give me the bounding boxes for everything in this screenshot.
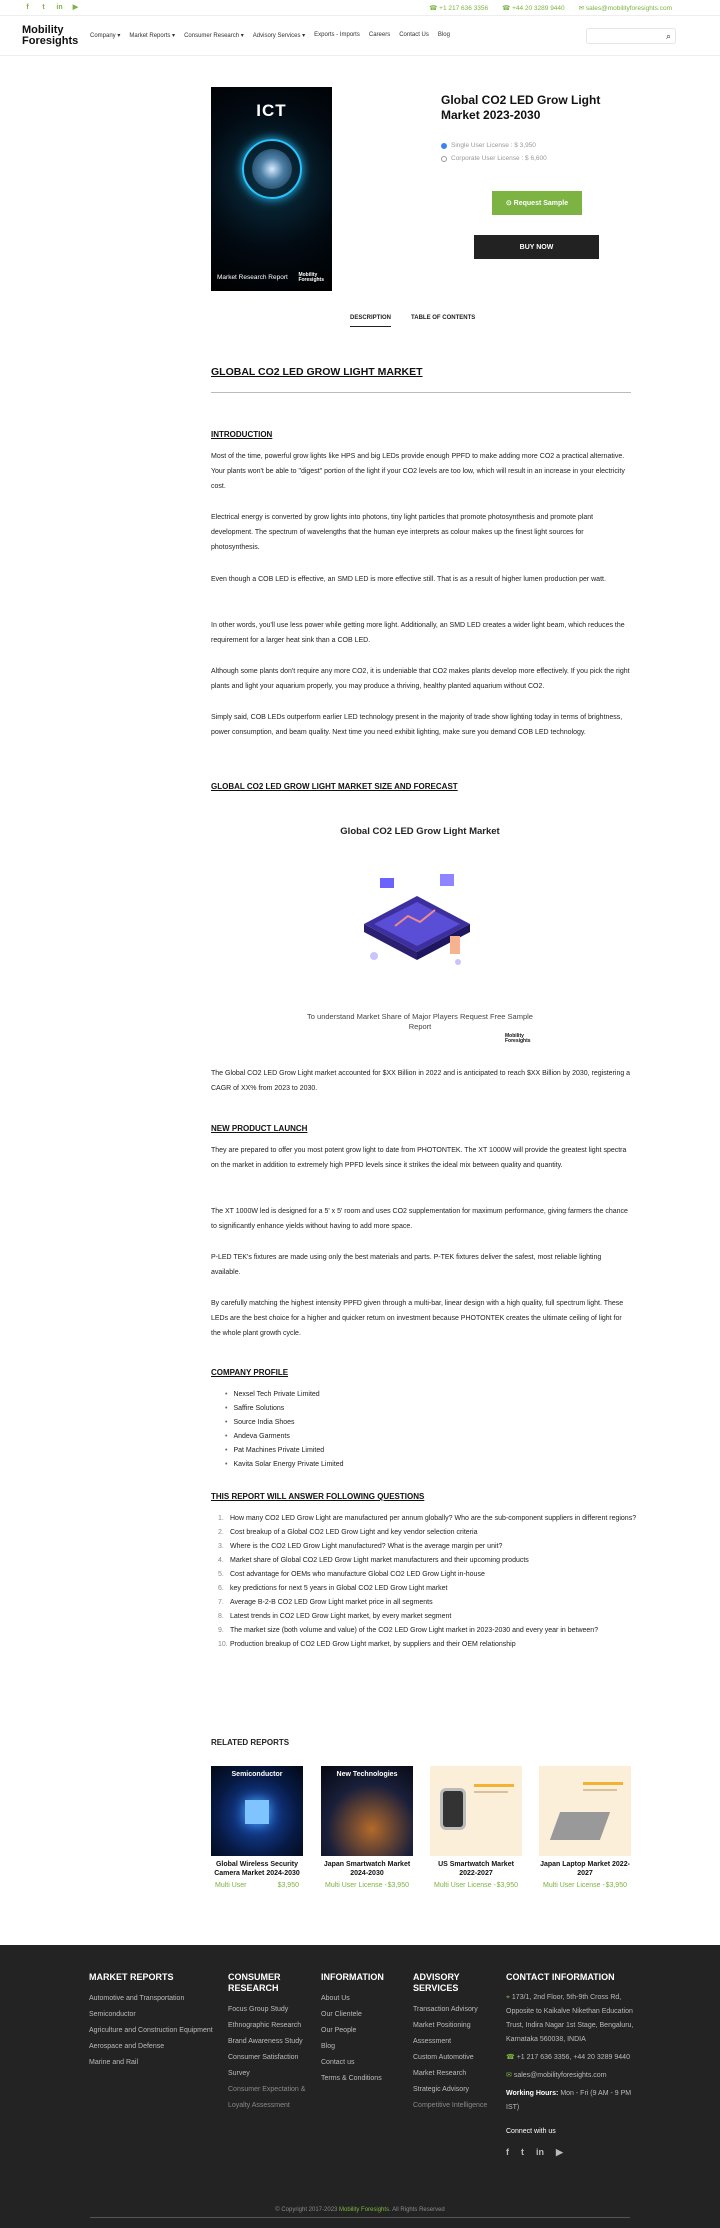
report-price-row (321, 1882, 413, 1889)
list-number: 9. (218, 1627, 224, 1634)
buy-now-button[interactable]: BUY NOW (474, 235, 599, 259)
market-infographic[interactable] (300, 826, 540, 1044)
twitter-icon[interactable]: t (521, 2147, 524, 2157)
list-item (218, 1568, 638, 1582)
top-contacts (429, 4, 672, 12)
footer-link[interactable]: Brand Awareness Study (228, 2038, 303, 2045)
report-thumbnail[interactable] (430, 1766, 522, 1856)
list-item (218, 1540, 638, 1554)
footer-heading: ADVISORY SERVICES (413, 1972, 460, 1993)
nav-label: Market Reports (129, 33, 171, 39)
image-logo-line1: Mobility (298, 272, 318, 278)
report-title[interactable]: Global Wireless Security Camera Market 2024-2030 (214, 1861, 300, 1877)
footer-email[interactable] (506, 2069, 636, 2083)
laptop-graphic (550, 1812, 610, 1840)
copyright-text: © Copyright 2017-2023 (275, 2207, 338, 2213)
footer-information (321, 1972, 401, 2087)
list-number: 4. (218, 1557, 224, 1564)
npl-paragraph: They are prepared to offer you most potent grow light to date from PHOTONTEK. The XT 1000W will provide the greatest light spectra on the market in addition to extremely high PPFD levels since it strikes the ideal mix between quality and quantity. (211, 1147, 627, 1169)
thumbnail-label: Semiconductor (231, 1771, 283, 1778)
list-item (218, 1638, 638, 1652)
footer-link[interactable]: Consumer Expectation & Loyalty Assessment (228, 2086, 306, 2109)
license-label: Single User License : $ 3,950 (451, 142, 536, 149)
footer-link[interactable]: Ethnographic Research (228, 2022, 302, 2029)
infographic-logo-line2: Foresights (505, 1038, 531, 1044)
footer-link[interactable]: Our People (321, 2027, 357, 2034)
infographic-logo (505, 1034, 531, 1044)
list-number: 2. (218, 1529, 224, 1536)
youtube-icon[interactable]: ▶ (556, 2147, 563, 2157)
email-text: sales@mobilityforesights.com (513, 2072, 607, 2079)
footer-link[interactable]: Agriculture and Construction Equipment (89, 2027, 213, 2034)
product-image (211, 87, 332, 291)
size-forecast-heading: GLOBAL CO2 LED GROW LIGHT MARKET SIZE AND FORECAST (211, 782, 458, 791)
report-title[interactable]: US Smartwatch Market 2022-2027 (438, 1861, 514, 1877)
site-footer (0, 1945, 720, 2228)
nav-item-blog[interactable]: Blog (437, 32, 450, 38)
question-text: Average B-2-B CO2 LED Grow Light market price in all segments (230, 1599, 433, 1606)
email-text: sales@mobilityforesights.com (585, 4, 672, 12)
license-option-single[interactable] (441, 142, 536, 149)
npl-paragraph: By carefully matching the highest intensity PPFD given through a multi-bar, linear design with a high quality, full spectrum light. These LEDs are the best choice for a higher and quicker return on investment because PHOTONTEK creates the ultimate ceiling of light for the whole plant growth cycle. (211, 1300, 624, 1337)
company-list (225, 1388, 344, 1472)
footer-heading: CONTACT INFORMATION (506, 1972, 615, 1982)
footer-heading: MARKET REPORTS (89, 1972, 174, 1982)
footer-link[interactable]: Automotive and Transportation (89, 1995, 185, 2002)
footer-link[interactable]: Contact us (321, 2059, 355, 2066)
footer-link[interactable]: Transaction Advisory (413, 2006, 478, 2013)
license-option-corporate[interactable] (441, 155, 547, 162)
tech-core-graphic (252, 149, 292, 189)
thumbnail-text-line (583, 1782, 623, 1785)
intro-paragraph: In other words, you'll use less power while getting more light. Additionally, an SMD LED creates a wider light beam, which reduces the requirement for a larger heat sink than a COB LED. (211, 622, 625, 644)
copyright-suffix: . All Rights Reserved (389, 2207, 445, 2213)
related-reports-heading: RELATED REPORTS (211, 1738, 290, 1747)
list-item: • Nexsel Tech Private Limited (225, 1388, 344, 1402)
list-item (218, 1554, 638, 1568)
question-text: Market share of Global CO2 LED Grow Light market manufacturers and their upcoming products (230, 1557, 529, 1564)
copyright-brand[interactable]: Mobility Foresights (339, 2207, 390, 2213)
related-report-card[interactable] (211, 1766, 303, 1889)
company-profile-heading: COMPANY PROFILE (211, 1368, 289, 1377)
footer-link[interactable]: Market Positioning Assessment (413, 2022, 471, 2045)
footer-heading: INFORMATION (321, 1972, 384, 1982)
related-report-card[interactable] (539, 1766, 631, 1889)
related-report-card[interactable] (430, 1766, 522, 1889)
isometric-platform-illustration (360, 866, 475, 976)
footer-link[interactable]: Semiconductor (89, 2011, 136, 2018)
report-price: $3,950 (277, 1882, 299, 1889)
npl-paragraph: P-LED TEK's fixtures are made using only the best materials and parts. P-TEK fixtures deliver the safest, most reliable lighting available. (211, 1254, 602, 1276)
nav-label: Consumer Research (184, 33, 240, 39)
list-item (218, 1512, 638, 1526)
report-title[interactable]: Japan Smartwatch Market 2024-2030 (323, 1861, 411, 1877)
tab-table-of-contents[interactable]: TABLE OF CONTENTS (411, 315, 476, 321)
nav-item-careers[interactable]: Careers (368, 32, 391, 38)
report-thumbnail[interactable] (321, 1766, 413, 1856)
top-bar (0, 0, 720, 16)
footer-link[interactable]: Our Clientele (321, 2011, 362, 2018)
infographic-logo-line1: Mobility (505, 1033, 524, 1039)
footer-link[interactable]: Competitive Intelligence (413, 2102, 488, 2109)
list-item: • Saffire Solutions (225, 1402, 344, 1416)
nav-item-consumer-research[interactable]: Consumer Research ▾ (184, 33, 244, 39)
license-label: Corporate User License : $ 6,600 (451, 155, 547, 162)
hours-label: Working Hours: (506, 2090, 559, 2097)
phone-text: +1 217 636 3356, +44 20 3289 9440 (516, 2054, 630, 2061)
npl-paragraph: The XT 1000W led is designed for a 5' x 5' room and uses CO2 supplementation for maximum performance, giving farmers the chance to significantly enhance yields without having to add more space. (211, 1208, 628, 1230)
product-title: Global CO2 LED Grow Light Market 2023-2030 (441, 93, 601, 122)
footer-consumer-research (228, 1972, 308, 2114)
location-pin-icon: ⌖ (506, 1994, 510, 2001)
size-paragraph: The Global CO2 LED Grow Light market accounted for $XX Billion in 2022 and is anticipated to reach $XX Billion by 2030, registering a CAGR of XX% from 2023 to 2030. (211, 1070, 631, 1092)
thumbnail-text-line (583, 1789, 617, 1791)
questions-list (218, 1512, 638, 1652)
footer-link[interactable]: Blog (321, 2043, 336, 2050)
question-text: key predictions for next 5 years in Global CO2 LED Grow Light market (230, 1585, 448, 1592)
report-price-row (211, 1882, 303, 1889)
copyright (0, 2207, 720, 2213)
linkedin-icon[interactable]: in (536, 2147, 544, 2157)
report-price-row (430, 1882, 522, 1889)
chip-graphic (245, 1800, 269, 1824)
content-tabs (350, 315, 475, 327)
license-type: Multi User (215, 1882, 247, 1889)
report-title[interactable]: Japan Laptop Market 2022-2027 (540, 1861, 630, 1877)
linkedin-icon[interactable]: in (56, 4, 63, 11)
list-item: • Andeva Garments (225, 1430, 344, 1444)
footer-link[interactable]: Terms & Conditions (321, 2075, 382, 2082)
list-item: • Source India Shoes (225, 1416, 344, 1430)
phone-uk-text: +44 20 3289 9440 (512, 4, 565, 12)
list-item (218, 1596, 638, 1610)
report-thumbnail[interactable] (539, 1766, 631, 1856)
license-type: Multi User License - (325, 1882, 387, 1889)
search-icon[interactable]: ⌕ (665, 30, 671, 41)
list-number: 3. (218, 1543, 224, 1550)
infographic-title: Global CO2 LED Grow Light Market (340, 826, 500, 837)
address-text: 173/1, 2nd Floor, 5th-9th Cross Rd, Opposite to Kaikalve Nikethan Education Trust, Indira Nagar 1st Stage, Bengaluru, Karnataka 560038, INDIA (506, 1994, 634, 2043)
intro-paragraph: Electrical energy is converted by grow lights into photons, tiny light particles that promote photosynthesis and promote plant development. The spectrum of wavelengths that the human eye interprets as colour makes up the finest light sources for photosynthesis. (211, 514, 594, 551)
list-item (218, 1624, 638, 1638)
question-text: Cost advantage for OEMs who manufacture Global CO2 LED Grow Light in-house (230, 1571, 485, 1578)
facebook-icon[interactable]: f (26, 4, 29, 11)
nav-item-exports-imports[interactable]: Exports - Imports (314, 32, 360, 38)
footer-link[interactable]: Consumer Satisfaction Survey (228, 2054, 299, 2077)
list-item (218, 1610, 638, 1624)
intro-paragraph: Although some plants don't require any more CO2, it is undeniable that CO2 makes plants develop more effectively. If you pick the right plants and light your aquarium properly, you may produce a thriving, healthy planted aquarium without CO2. (211, 668, 630, 690)
youtube-icon[interactable]: ▶ (72, 4, 79, 11)
footer-link[interactable]: Aerospace and Defense (89, 2043, 165, 2050)
question-text: Cost breakup of a Global CO2 LED Grow Light and key vendor selection criteria (230, 1529, 478, 1536)
nav-item-company[interactable]: Company ▾ (90, 33, 121, 39)
question-text: How many CO2 LED Grow Light are manufactured per annum globally? Who are the sub-component suppliers in different regions? (230, 1515, 637, 1522)
list-item: • Pat Machines Private Limited (225, 1444, 344, 1458)
question-text: The market size (both volume and value) of the CO2 LED Grow Light market in 2023-2030 and every year in between? (230, 1627, 599, 1634)
footer-contact-information (506, 1972, 636, 2159)
footer-market-reports (89, 1972, 219, 2071)
list-item (218, 1582, 638, 1596)
social-links (24, 4, 79, 11)
question-text: Where is the CO2 LED Grow Light manufactured? What is the average margin per unit? (230, 1543, 503, 1550)
footer-link[interactable]: Strategic Advisory (413, 2086, 470, 2093)
mail-icon: ✉ (506, 2072, 512, 2079)
footer-hours (506, 2087, 636, 2115)
list-item (218, 1526, 638, 1540)
thumbnail-label: New Technologies (336, 1771, 398, 1778)
infographic-caption[interactable]: To understand Market Share of Major Players Request Free Sample Report (307, 1012, 533, 1031)
footer-advisory-services (413, 1972, 493, 2114)
facebook-icon[interactable]: f (506, 2147, 509, 2157)
search-input[interactable] (586, 28, 676, 44)
thumbnail-text-line (474, 1784, 514, 1787)
footer-link[interactable]: Focus Group Study (228, 2006, 289, 2013)
site-logo[interactable] (22, 25, 80, 47)
nav-label: Company (90, 33, 116, 39)
phone-uk-link[interactable]: ☎ +44 20 3289 9440 (502, 4, 565, 12)
report-price: $3,950 (496, 1882, 518, 1889)
report-thumbnail[interactable] (211, 1766, 303, 1856)
thumbnail-text-line (474, 1791, 508, 1793)
related-report-card[interactable] (321, 1766, 413, 1889)
divider (211, 392, 631, 393)
nav-item-advisory-services[interactable]: Advisory Services ▾ (252, 33, 306, 39)
radio-icon[interactable] (441, 156, 447, 162)
intro-paragraph: Even though a COB LED is effective, an SMD LED is more effective still. That is as a result of higher lumen production per watt. (211, 576, 606, 583)
nav-label: Advisory Services (252, 33, 301, 39)
phone-us-link[interactable]: ☎ +1 217 636 3356 (429, 4, 489, 12)
footer-social-links (506, 2145, 636, 2159)
main-nav (0, 16, 720, 56)
connect-label: Connect with us (506, 2128, 556, 2135)
nav-item-contact[interactable]: Contact Us (399, 32, 429, 38)
page-heading: GLOBAL CO2 LED GROW LIGHT MARKET (211, 366, 423, 378)
report-price: $3,950 (605, 1882, 627, 1889)
report-price: $3,950 (387, 1882, 409, 1889)
footer-divider (90, 2217, 630, 2218)
list-number: 8. (218, 1613, 224, 1620)
list-item: • Kavita Solar Energy Private Limited (225, 1458, 344, 1472)
footer-heading: CONSUMER RESEARCH (228, 1972, 281, 1993)
footer-link[interactable]: Custom Automotive Market Research (413, 2054, 474, 2077)
question-text: Latest trends in CO2 LED Grow Light market, by every market segment (230, 1613, 452, 1620)
list-number: 6. (218, 1585, 224, 1592)
logo-line1: Mobility (22, 23, 64, 36)
report-price-row (539, 1882, 631, 1889)
intro-paragraph: Most of the time, powerful grow lights like HPS and big LEDs provide enough PPFD to make adding more CO2 a practical alternative. Your plants won't be able to "digest" portion of the light if your CO2 levels are too low, which will result in an increase in your electricity cost. (211, 453, 625, 490)
license-type: Multi User License - (543, 1882, 605, 1889)
phone-us-text: +1 217 636 3356 (439, 4, 489, 12)
list-number: 5. (218, 1571, 224, 1578)
questions-heading: THIS REPORT WILL ANSWER FOLLOWING QUESTIONS (211, 1492, 425, 1501)
nav-item-market-reports[interactable]: Market Reports ▾ (129, 33, 176, 39)
tab-description[interactable]: DESCRIPTION (350, 315, 391, 327)
footer-link[interactable]: Marine and Rail (89, 2059, 139, 2066)
list-number: 10. (218, 1641, 228, 1648)
product-image-title: ICT (256, 101, 287, 120)
hours-text: Mon - Fri (9 AM - 9 PM IST) (506, 2090, 632, 2111)
footer-link[interactable]: About Us (321, 1995, 350, 2002)
phone-icon: ☎ (506, 2054, 515, 2061)
footer-address (506, 1991, 636, 2047)
product-image-logo (298, 273, 324, 283)
product-image-caption: Market Research Report (217, 274, 288, 281)
logo-line2: Foresights (22, 34, 79, 47)
footer-phone[interactable] (506, 2051, 636, 2065)
intro-paragraph: Simply said, COB LEDs outperform earlier LED technology present in the majority of trade show lighting today in terms of brightness, power consumption, and beam quality. Next time you need exhibit lighting, make sure you demand COB LED technology. (211, 714, 623, 736)
image-logo-line2: Foresights (298, 277, 324, 283)
request-sample-button[interactable]: ⊙ Request Sample (492, 191, 582, 215)
license-type: Multi User License - (434, 1882, 496, 1889)
nav-menu (90, 32, 450, 39)
question-text: Production breakup of CO2 LED Grow Light market, by suppliers and their OEM relationship (230, 1641, 516, 1648)
intro-heading: INTRODUCTION (211, 430, 273, 439)
list-number: 1. (218, 1515, 224, 1522)
email-link[interactable]: ✉ sales@mobilityforesights.com (578, 4, 672, 12)
new-product-heading: NEW PRODUCT LAUNCH (211, 1124, 308, 1133)
twitter-icon[interactable]: t (42, 4, 45, 11)
smartwatch-graphic (440, 1788, 466, 1830)
radio-selected-icon[interactable] (441, 143, 447, 149)
list-number: 7. (218, 1599, 224, 1606)
